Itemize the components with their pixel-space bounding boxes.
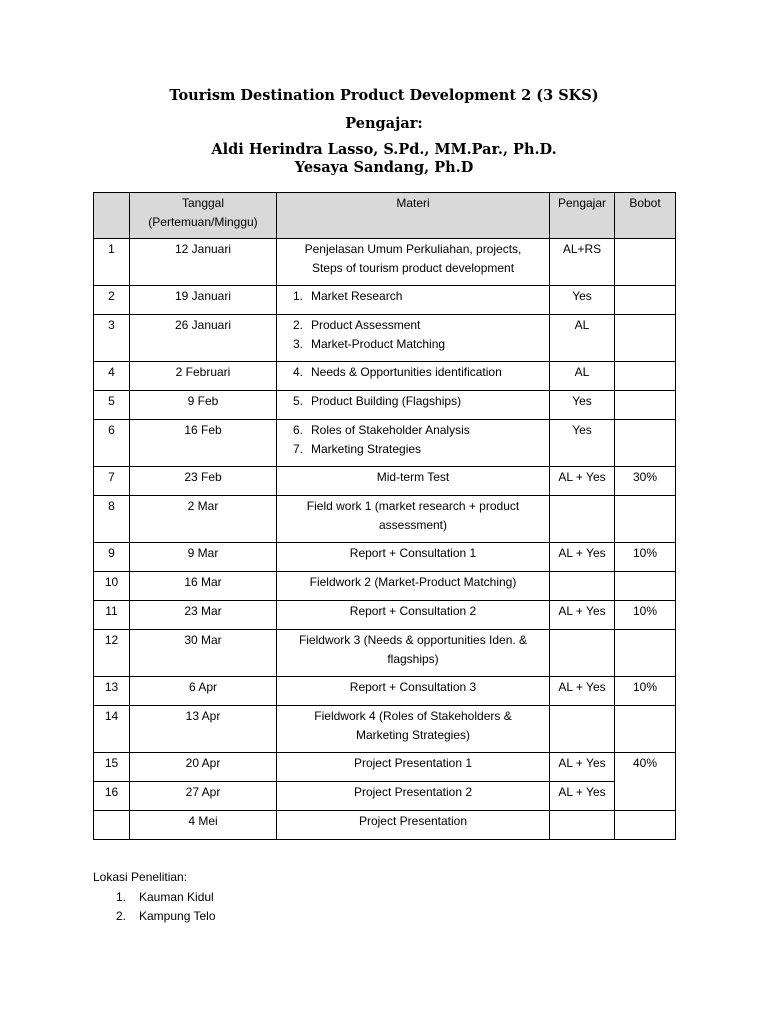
row-date: 20 Apr	[130, 753, 277, 782]
table-row	[94, 362, 676, 391]
row-date: 2 Mar	[130, 496, 277, 543]
materi-list-item	[279, 440, 547, 459]
materi-list-text: Marketing Strategies	[311, 441, 422, 456]
materi-list-text: Market Research	[311, 289, 403, 303]
header-pengajar: Pengajar	[550, 193, 615, 239]
row-pengajar	[550, 811, 615, 840]
row-date: 26 Januari	[130, 315, 277, 362]
materi-list-number: 3.	[292, 336, 303, 351]
row-materi	[277, 391, 550, 420]
row-number: 3	[94, 315, 130, 362]
row-bobot: 10%	[615, 543, 676, 572]
materi-line: Mid-term Test	[376, 470, 450, 484]
row-date: 12 Januari	[130, 239, 277, 286]
header-materi: Materi	[277, 193, 550, 239]
lecturer-name-1: Aldi Herindra Lasso, S.Pd., MM.Par., Ph.D.	[211, 141, 557, 158]
table-row	[94, 391, 676, 420]
table-row	[94, 782, 676, 811]
materi-list-number: 5.	[292, 394, 303, 408]
row-pengajar: AL + Yes	[550, 677, 615, 706]
row-pengajar: AL + Yes	[550, 601, 615, 630]
table-row	[94, 601, 676, 630]
row-pengajar: AL+RS	[550, 239, 615, 286]
materi-list-item	[279, 287, 547, 306]
row-date: 9 Mar	[130, 543, 277, 572]
row-materi	[277, 496, 550, 543]
row-pengajar: AL	[550, 362, 615, 391]
row-bobot	[615, 496, 676, 543]
materi-list-number: 6.	[292, 423, 303, 437]
location-label: Lokasi Penelitian:	[93, 870, 188, 884]
location-number: 1.	[116, 890, 127, 904]
row-number: 10	[94, 572, 130, 601]
materi-line: Marketing Strategies)	[355, 727, 471, 742]
row-bobot	[615, 811, 676, 840]
table-row	[94, 811, 676, 840]
row-pengajar	[550, 496, 615, 543]
location-item	[116, 890, 214, 904]
row-materi	[277, 601, 550, 630]
row-bobot	[615, 391, 676, 420]
materi-list-text: Roles of Stakeholder Analysis	[311, 423, 470, 437]
header-no	[94, 193, 130, 239]
row-materi	[277, 753, 550, 782]
row-materi	[277, 420, 550, 467]
table-row	[94, 753, 676, 782]
materi-line: Project Presentation	[358, 814, 468, 828]
table-row	[94, 496, 676, 543]
header-bobot: Bobot	[615, 193, 676, 239]
materi-line: Penjelasan Umum Perkuliahan, projects,	[304, 242, 522, 256]
row-pengajar: Yes	[550, 286, 615, 315]
row-number: 2	[94, 286, 130, 315]
lecturer-name-2: Yesaya Sandang, Ph.D	[294, 159, 474, 176]
materi-line: Report + Consultation 2	[349, 604, 477, 618]
row-number: 7	[94, 467, 130, 496]
row-number: 13	[94, 677, 130, 706]
schedule-table	[93, 192, 676, 840]
row-bobot	[615, 239, 676, 286]
materi-list-number: 4.	[292, 365, 303, 379]
row-number: 4	[94, 362, 130, 391]
materi-line: Project Presentation 1	[353, 756, 473, 770]
materi-list-item	[279, 363, 547, 382]
table-body	[94, 239, 676, 840]
location-item	[116, 909, 216, 923]
row-date: 9 Feb	[130, 391, 277, 420]
row-materi	[277, 677, 550, 706]
materi-line: Project Presentation 2	[353, 785, 473, 799]
materi-list-item	[279, 316, 547, 335]
row-materi	[277, 811, 550, 840]
materi-line: Fieldwork 2 (Market-Product Matching)	[309, 575, 517, 589]
table-row	[94, 630, 676, 677]
materi-list-item	[279, 421, 547, 440]
row-pengajar	[550, 572, 615, 601]
row-date: 16 Feb	[130, 420, 277, 467]
materi-line: assessment)	[378, 517, 448, 532]
row-date: 4 Mei	[130, 811, 277, 840]
row-materi	[277, 630, 550, 677]
row-number: 15	[94, 753, 130, 782]
materi-list-item	[279, 392, 547, 411]
row-date: 2 Februari	[130, 362, 277, 391]
row-pengajar: AL + Yes	[550, 467, 615, 496]
row-number: 14	[94, 706, 130, 753]
location-name: Kampung Telo	[139, 909, 216, 923]
materi-line: Fieldwork 4 (Roles of Stakeholders &	[314, 709, 512, 723]
location-number: 2.	[116, 909, 127, 923]
row-date: 16 Mar	[130, 572, 277, 601]
row-materi	[277, 362, 550, 391]
materi-list-text: Needs & Opportunities identification	[311, 365, 502, 379]
row-number: 16	[94, 782, 130, 811]
row-bobot: 40%	[615, 753, 676, 811]
row-date: 13 Apr	[130, 706, 277, 753]
row-bobot: 10%	[615, 677, 676, 706]
row-bobot: 10%	[615, 601, 676, 630]
row-date: 23 Feb	[130, 467, 277, 496]
table-row	[94, 286, 676, 315]
row-bobot	[615, 706, 676, 753]
row-bobot	[615, 362, 676, 391]
location-name: Kauman Kidul	[139, 890, 214, 904]
row-materi	[277, 315, 550, 362]
row-pengajar: AL + Yes	[550, 753, 615, 782]
row-materi	[277, 543, 550, 572]
row-pengajar: AL	[550, 315, 615, 362]
row-materi	[277, 782, 550, 811]
table-row	[94, 677, 676, 706]
materi-list-text: Market-Product Matching	[311, 336, 446, 351]
row-number: 9	[94, 543, 130, 572]
table-header	[94, 193, 676, 239]
materi-list-text: Product Building (Flagships)	[311, 394, 462, 408]
materi-line: Report + Consultation 1	[349, 546, 477, 560]
row-number	[94, 811, 130, 840]
materi-list-number: 7.	[292, 441, 303, 456]
row-pengajar: AL + Yes	[550, 782, 615, 811]
row-date: 6 Apr	[130, 677, 277, 706]
row-bobot	[615, 286, 676, 315]
table-row	[94, 572, 676, 601]
row-materi	[277, 286, 550, 315]
row-number: 11	[94, 601, 130, 630]
row-pengajar: Yes	[550, 391, 615, 420]
row-pengajar	[550, 706, 615, 753]
materi-line: Report + Consultation 3	[349, 680, 477, 694]
materi-list-number: 2.	[292, 318, 303, 332]
row-bobot	[615, 630, 676, 677]
table-row	[94, 315, 676, 362]
row-number: 6	[94, 420, 130, 467]
materi-line: Fieldwork 3 (Needs & opportunities Iden. &	[298, 633, 528, 647]
materi-line: flagships)	[387, 651, 439, 666]
row-materi	[277, 239, 550, 286]
table-row	[94, 239, 676, 286]
materi-line: Steps of tourism product development	[311, 260, 515, 275]
table-row	[94, 420, 676, 467]
row-pengajar: AL + Yes	[550, 543, 615, 572]
table-row	[94, 467, 676, 496]
row-date: 30 Mar	[130, 630, 277, 677]
row-date: 19 Januari	[130, 286, 277, 315]
header-tanggal: Tanggal (Pertemuan/Minggu)	[130, 193, 277, 239]
materi-list-item	[279, 335, 547, 354]
row-pengajar	[550, 630, 615, 677]
lecturer-label: Pengajar:	[345, 115, 423, 132]
table-row	[94, 543, 676, 572]
row-materi	[277, 706, 550, 753]
row-number: 12	[94, 630, 130, 677]
row-bobot	[615, 572, 676, 601]
document-title: Tourism Destination Product Development 2 (3 SKS)	[169, 87, 599, 104]
materi-line: Field work 1 (market research + product	[306, 499, 520, 513]
row-materi	[277, 467, 550, 496]
row-bobot: 30%	[615, 467, 676, 496]
row-bobot	[615, 420, 676, 467]
row-materi	[277, 572, 550, 601]
row-date: 27 Apr	[130, 782, 277, 811]
row-bobot	[615, 315, 676, 362]
row-date: 23 Mar	[130, 601, 277, 630]
row-number: 8	[94, 496, 130, 543]
materi-list-text: Product Assessment	[311, 318, 421, 332]
row-pengajar: Yes	[550, 420, 615, 467]
row-number: 1	[94, 239, 130, 286]
row-number: 5	[94, 391, 130, 420]
table-row	[94, 706, 676, 753]
materi-list-number: 1.	[292, 289, 303, 303]
